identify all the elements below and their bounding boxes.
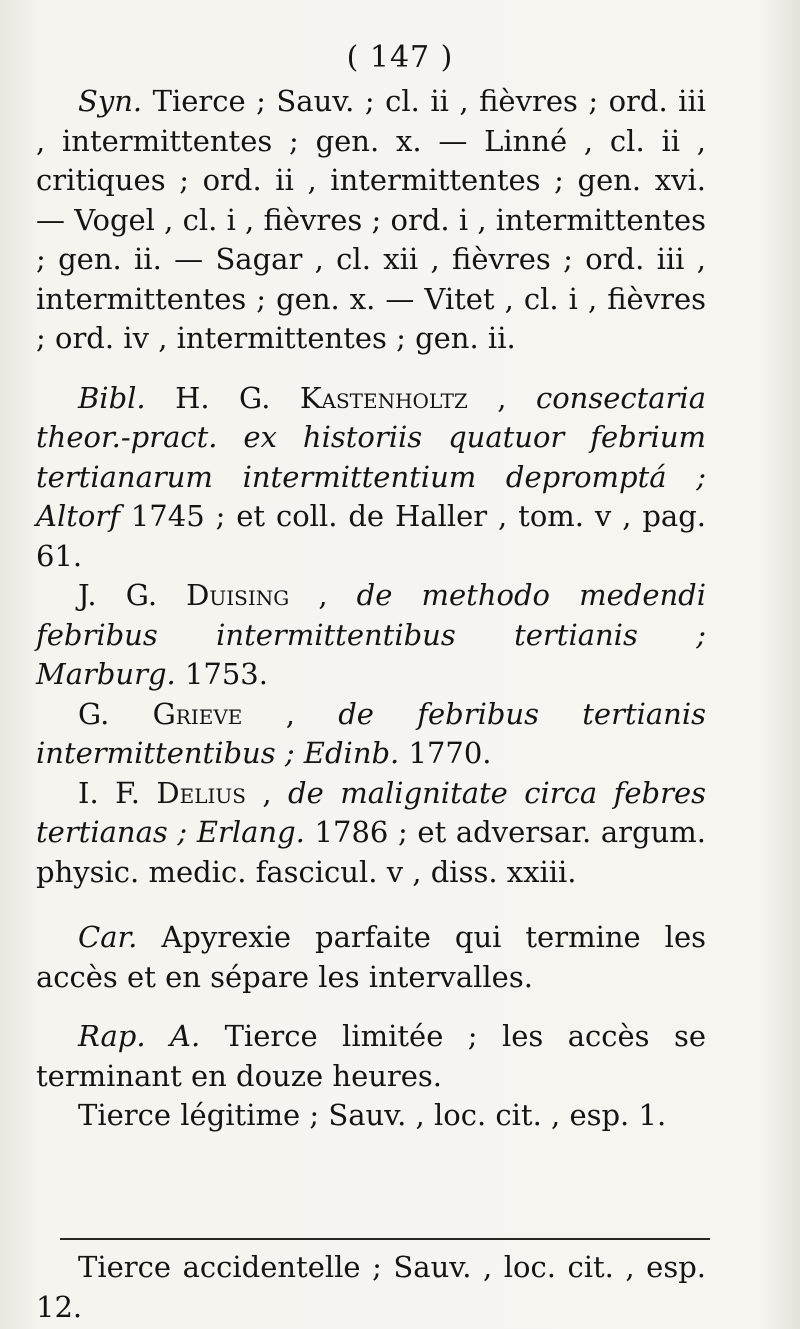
separator-rule bbox=[60, 1238, 710, 1240]
bibl-author: J. G. Duising , bbox=[78, 578, 328, 612]
synonyms-paragraph bbox=[36, 82, 706, 359]
bibl-rest: 1786 ; et adversar. argum. physic. medic. fascicul. v , diss. xxiii. bbox=[36, 815, 706, 889]
rap-text: Tierce limitée ; les accès se terminant en douze heures. bbox=[36, 1019, 706, 1093]
line-accidentelle: Tierce accidentelle ; Sauv. , loc. cit. , esp. 12. bbox=[36, 1250, 706, 1324]
rapport-paragraph bbox=[36, 1017, 706, 1096]
rap-sub: A. bbox=[145, 1019, 201, 1053]
rap-label: Rap. bbox=[78, 1019, 146, 1053]
car-text: Apyrexie parfaite qui termine les accès et en sépare les intervalles. bbox=[36, 920, 706, 994]
bibl-rest: 1770. bbox=[399, 736, 492, 770]
bibl-author: H. G. Kastenholtz , bbox=[145, 380, 507, 415]
page-text bbox=[36, 82, 706, 1136]
bibl-author: I. F. Delius , bbox=[78, 775, 272, 810]
syn-text: Tierce ; Sauv. ; cl. ii , fièvres ; ord. iii , intermittentes ; gen. x. — Linné , cl. ii , critiques ; ord. ii , intermittentes ; gen. xvi. — Vogel , cl. i , fièvres ; ord. i , intermittentes ; gen. ii. — Sagar , cl. xii , fièvres ; ord. iii , intermittentes ; gen. x. — Vitet , cl. i , fièvres ; ord. iv , intermittentes ; gen. ii. bbox=[36, 84, 707, 355]
line-legitime: Tierce légitime ; Sauv. , loc. cit. , esp. 1. bbox=[78, 1098, 667, 1132]
bibl-rest: 1753. bbox=[175, 657, 268, 691]
car-label: Car. bbox=[78, 920, 138, 954]
bibl-label: Bibl. bbox=[78, 380, 146, 415]
syn-label: Syn. bbox=[78, 84, 143, 118]
bibl-place: Edinb. bbox=[294, 736, 400, 770]
bibliography-entry bbox=[36, 379, 706, 577]
bibl-title: consectaria theor.-pract. ex historiis quatuor febrium tertianarum intermittentium depromptá ; bbox=[36, 380, 706, 494]
bibl-place: Marburg. bbox=[36, 657, 176, 691]
bibliography-entry bbox=[36, 576, 706, 695]
bibliography-entry bbox=[36, 695, 706, 774]
bibl-rest: 1745 ; et coll. de Haller , tom. v , pag. 61. bbox=[36, 499, 706, 573]
bibl-title: de methodo medendi febribus intermittentibus tertianis ; bbox=[36, 578, 707, 652]
bibl-place: Erlang. bbox=[187, 815, 305, 849]
page-number: ( 147 ) bbox=[346, 40, 454, 75]
bibliography-entry bbox=[36, 774, 706, 893]
bibl-title: de malignitate circa febres tertianas ; bbox=[36, 775, 706, 849]
characteristics-paragraph bbox=[36, 918, 706, 997]
bibl-title: de febribus tertianis intermittentibus ; bbox=[36, 696, 706, 770]
bibl-place: Altorf bbox=[36, 499, 120, 533]
page-tail bbox=[36, 1248, 706, 1327]
bibl-author: G. Grieve , bbox=[78, 696, 295, 731]
